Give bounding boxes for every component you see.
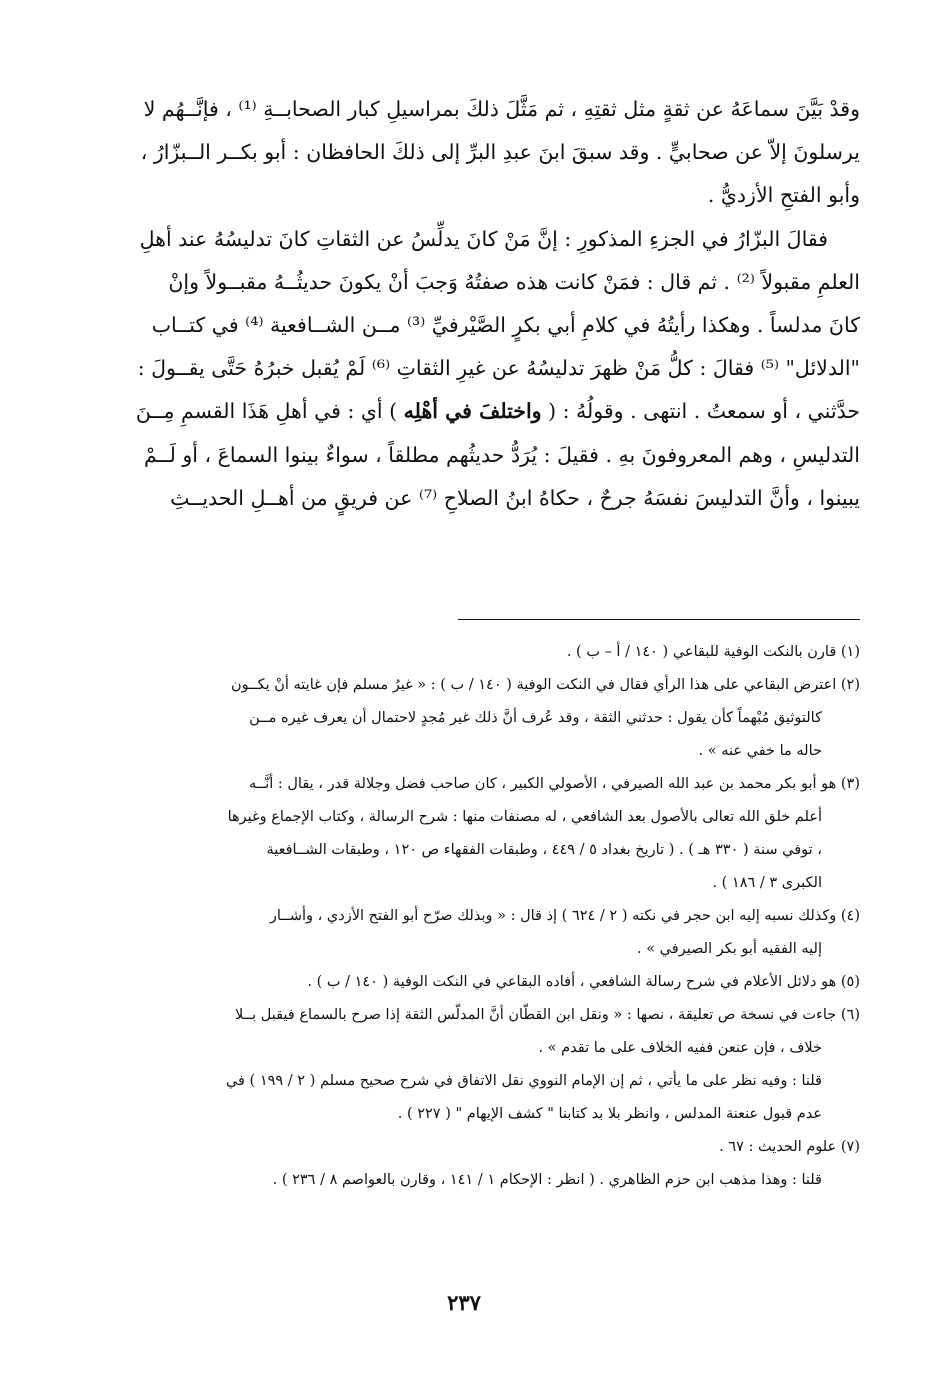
footnote-2 [70,669,860,768]
quoted-matn-phrase: واختلفَ في أهْلِه [403,399,542,424]
footnote-3 [70,768,860,900]
main-line-10: يبينوا ، وأنَّ التدليسَ نفسَهُ جرحٌ ، حكاهُ ابنُ الصلاحِ ⁽⁷⁾ عن فريقٍ من أهــلِ الحديــثِ [170,485,860,510]
main-line-8 [70,390,860,433]
footnote-7 [70,1131,860,1197]
main-line-8-part-b: ) أي : في أهلِ هَذَا القسمِ مِــنَ [135,399,404,424]
footnote-4-line-1: (٤) وكذلك نسبه إليه ابن حجر في نكته ( ٢ / ٦٢٤ ) إذ قال : « وبذلك صرّح أبو الفتح الأزدي ، وأشــار [269,908,860,924]
main-line-6: كانَ مدلساً . وهكذا رأيتُهُ في كلامِ أبي بكرٍ الصَّيْرفيِّ ⁽³⁾ مــن الشــافعية ⁽⁴⁾ في كتــاب [151,313,860,338]
footnote-6-line-1: (٦) جاءت في نسخة ص تعليقة ، نصها : « ونقل ابن القطّان أنَّ المدلّس الثقة إذا صرح بالسماع فيقبل بــلا [234,1007,860,1023]
main-line-3: وأبو الفتحِ الأزديُّ . [707,183,860,208]
main-line-5: العلمِ مقبولاً ⁽²⁾ . ثم قال : فمَنْ كانت هذه صفتُهُ وَجبَ أنْ يكونَ حديثُــهُ مقبــولاً وإنْ [168,269,860,294]
footnote-1-text: (١) قارن بالنكت الوفية للبقاعي ( ١٤٠ / أ – ب ) . [566,644,860,660]
footnote-6-line-2: خلاف ، فإن عنعن ففيه الخلاف على ما تقدم » . [538,1040,822,1056]
footnote-6-editor-note-line-1: قلنا : وفيه نظر على ما يأتي ، ثم إن الإمام النووي نقل الاتفاق في شرح صحيح مسلم ( ٢ / ١٩٩ ) في [225,1073,822,1089]
footnote-5 [70,966,860,999]
footnote-6-editor-note-line-2: عدم قبول عنعنة المدلس ، وانظر بلا بد كتابنا " كشف الإيهام " ( ٢٢٧ ) . [397,1106,822,1122]
page-number: ٢٣٧ [447,1290,481,1315]
footnote-3-line-1: (٣) هو أبو بكر محمد بن عبد الله الصيرفي ، الأصولي الكبير ، كان صاحب فضل وجلالة قدر ، يقال : أنَّــه [248,776,860,792]
main-line-7: "الدلائل" ⁽⁵⁾ فقالَ : كلُّ مَنْ ظهرَ تدليسُهُ عن غيرِ الثقاتِ ⁽⁶⁾ لَمْ يُقبل خبرُهُ حَتَّى يقــولَ : [137,356,860,381]
footnote-2-line-1: (٢) اعترض البقاعي على هذا الرأي فقال في النكت الوفية ( ١٤٠ / ب ) : « غيرُ مسلم فإن غايته أنْ يكــون [230,677,860,693]
footnote-4-line-2: إليه الفقيه أبو بكر الصيرفي » . [636,941,822,957]
footnote-3-line-2: أعلم خلق الله تعالى بالأصول بعد الشافعي ، له مصنفات منها : شرح الرسالة ، وكتاب الإجماع وغيرها [227,809,822,825]
footnotes-section [70,636,860,1197]
footnote-7-editor-note: قلنا : وهذا مذهب ابن حزم الظاهري . ( انظر : الإحكام ١ / ١٤١ ، وقارن بالعواصم ٨ / ٢٣٦ ) . [272,1172,822,1188]
main-line-8-part-a: حدَّثني ، أو سمعتُ . انتهى . وقولُهُ : ( [541,399,860,424]
main-line-1: وقدْ بَيَّنَ سماعَهُ عن ثقةٍ مثل ثقتِهِ ، ثم مَثَّلَ ذلكَ بمراسيلِ كبار الصحابــةِ ⁽¹⁾ ، فإنَّــهُم لا [143,97,860,121]
footnote-separator [458,619,860,620]
footnote-3-line-3: ، توفي سنة ( ٣٣٠ هـ ) . ( تاريخ بغداد ٥ / ٤٤٩ ، وطبقات الفقهاء ص ١٢٠ ، وطبقات الشــافعية [266,842,822,858]
main-line-2: يرسلونَ إلاّ عن صحابيٍّ . وقد سبقَ ابنَ عبدِ البرِّ إلى ذلكَ الحافظان : أبو بكــر الــبزّارُ ، [140,140,860,165]
footnote-7-text: (٧) علوم الحديث : ٦٧ . [719,1139,860,1155]
footnote-6 [70,999,860,1131]
footnote-5-text: (٥) هو دلائل الأعلام في شرح رسالة الشافعي ، أفاده البقاعي في النكت الوفية ( ١٤٠ / ب ) . [307,974,860,990]
footnote-2-line-3: حاله ما خفي عنه » . [698,743,822,759]
footnote-4 [70,900,860,966]
footnote-2-line-2: كالتوثيق مُبْهماً كأن يقول : حدثني الثقة ، وقد عُرف أنَّ ذلك غير مُجدٍ لاحتمال أن يعرف غيره مــن [249,710,822,726]
main-text-body [70,88,860,520]
footnote-3-line-4: الكبرى ٣ / ١٨٦ ) . [712,875,822,891]
main-line-9: التدليسِ ، وهم المعروفونَ بهِ . فقيلَ : يُرَدُّ حديثُهم مطلقاً ، سواءٌ بينوا السماعَ ، أو لَــمْ [143,442,860,467]
main-line-4: فقالَ البزّارُ في الجزءِ المذكورِ : إنَّ مَنْ كانَ يدلِّسُ عن الثقاتِ كانَ تدليسُهُ عند أهلِ [139,226,828,251]
footnote-1 [70,636,860,669]
